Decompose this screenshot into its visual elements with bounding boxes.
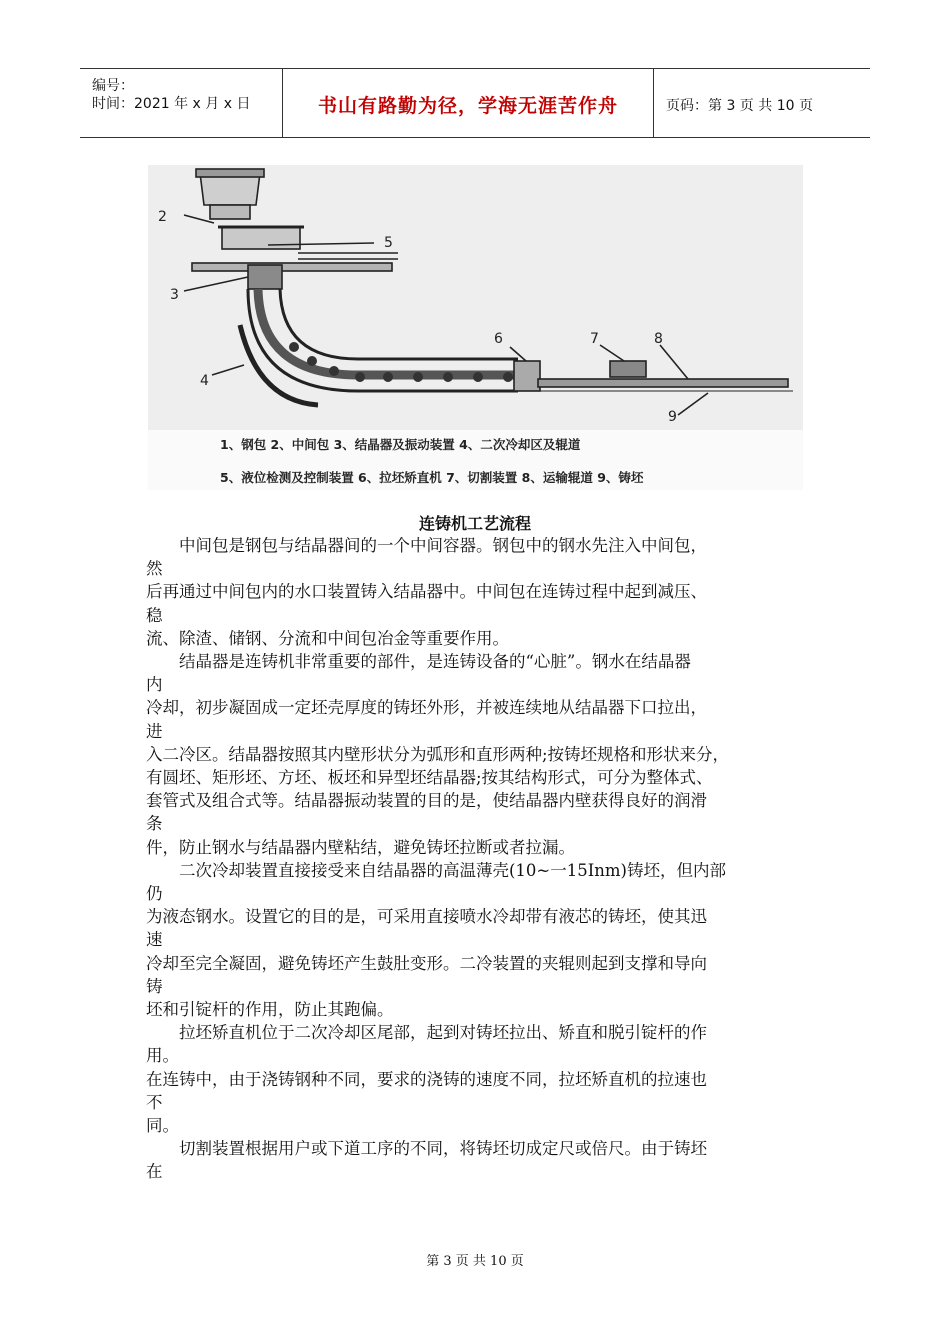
text-line: 仍 bbox=[146, 884, 163, 904]
caster-diagram-drawing bbox=[148, 165, 803, 430]
text-line: 切割装置根据用户或下道工序的不同，将铸坯切成定尺或倍尺。由于铸坯 bbox=[146, 1139, 707, 1159]
label-2: 2 bbox=[158, 209, 167, 225]
header-motto: 书山有路勤为径，学海无涯苦作舟 bbox=[317, 95, 618, 117]
text-line: 铸 bbox=[146, 976, 163, 996]
text-line: 二次冷却装置直接接受来自结晶器的高温薄壳(10~一15Inm)铸坯，但内部 bbox=[146, 860, 726, 880]
text-line: 后再通过中间包内的水口装置铸入结晶器中。中间包在连铸过程中起到减压、 bbox=[146, 582, 707, 602]
text-line: 有圆坯、矩形坯、方坯、板坯和异型坯结晶器;按其结构形式，可分为整体式、 bbox=[146, 768, 713, 788]
label-9: 9 bbox=[668, 409, 677, 425]
text-line: 在连铸中，由于浇铸钢种不同，要求的浇铸的速度不同，拉坯矫直机的拉速也 bbox=[146, 1069, 707, 1089]
label-6: 6 bbox=[494, 331, 503, 347]
text-line: 在 bbox=[146, 1162, 163, 1182]
serial-label: 编号： bbox=[92, 78, 134, 94]
label-3: 3 bbox=[170, 287, 179, 303]
text-line: 为液态钢水。设置它的目的是，可采用直接喷水冷却带有液芯的铸坯，使其迅 bbox=[146, 907, 707, 927]
label-8: 8 bbox=[654, 331, 663, 347]
text-line: 不 bbox=[146, 1092, 163, 1112]
text-line: 冷却，初步凝固成一定坯壳厚度的铸坯外形，并被连续地从结晶器下口拉出， bbox=[146, 698, 707, 718]
header-info-cell bbox=[80, 69, 283, 137]
caster-diagram bbox=[148, 165, 803, 490]
page-header bbox=[80, 68, 870, 138]
label-4: 4 bbox=[200, 373, 209, 389]
text-line: 冷却至完全凝固，避免铸坯产生鼓肚变形。二冷装置的夹辊则起到支撑和导向 bbox=[146, 953, 707, 973]
header-page-cell bbox=[654, 69, 870, 137]
text-line: 用。 bbox=[146, 1046, 179, 1066]
text-line: 套管式及组合式等。结晶器振动装置的目的是，使结晶器内壁获得良好的润滑 bbox=[146, 791, 707, 811]
text-line: 坯和引锭杆的作用，防止其跑偏。 bbox=[146, 1000, 394, 1020]
text-line: 中间包是钢包与结晶器间的一个中间容器。钢包中的钢水先注入中间包， bbox=[146, 536, 707, 555]
page-footer: 第 3 页 共 10 页 bbox=[426, 1254, 524, 1269]
header-page-info: 页码：第 3 页 共 10 页 bbox=[666, 98, 813, 114]
header-motto-cell bbox=[283, 69, 654, 137]
text-line: 件，防止钢水与结晶器内壁粘结，避免铸坯拉断或者拉漏。 bbox=[146, 837, 575, 857]
text-line: 内 bbox=[146, 675, 163, 695]
figure-caption-line1: 1、钢包 2、中间包 3、结晶器及振动装置 4、二次冷却区及辊道 bbox=[220, 437, 581, 452]
text-line: 然 bbox=[146, 559, 163, 579]
text-line: 进 bbox=[146, 721, 163, 741]
label-5: 5 bbox=[384, 235, 393, 251]
text-line: 拉坯矫直机位于二次冷却区尾部，起到对铸坯拉出、矫直和脱引锭杆的作 bbox=[146, 1023, 707, 1043]
label-7: 7 bbox=[590, 331, 599, 347]
section-title: 连铸机工艺流程 bbox=[418, 514, 531, 533]
text-line: 入二冷区。结晶器按照其内壁形状分为弧形和直形两种;按铸坯规格和形状来分， bbox=[146, 744, 730, 764]
figure-caption-line2: 5、液位检测及控制装置 6、拉坯矫直机 7、切割装置 8、运输辊道 9、铸坯 bbox=[220, 470, 644, 485]
text-line: 流、除渣、储钢、分流和中间包冶金等重要作用。 bbox=[146, 628, 509, 648]
text-line: 速 bbox=[146, 930, 163, 950]
text-line: 条 bbox=[146, 814, 163, 834]
date-label: 时间：2021 年 x 月 x 日 bbox=[92, 96, 251, 112]
text-line: 稳 bbox=[146, 605, 163, 625]
body-text bbox=[146, 534, 826, 1184]
text-line: 结晶器是连铸机非常重要的部件，是连铸设备的“心脏”。钢水在结晶器 bbox=[146, 652, 691, 672]
text-line: 同。 bbox=[146, 1116, 179, 1136]
